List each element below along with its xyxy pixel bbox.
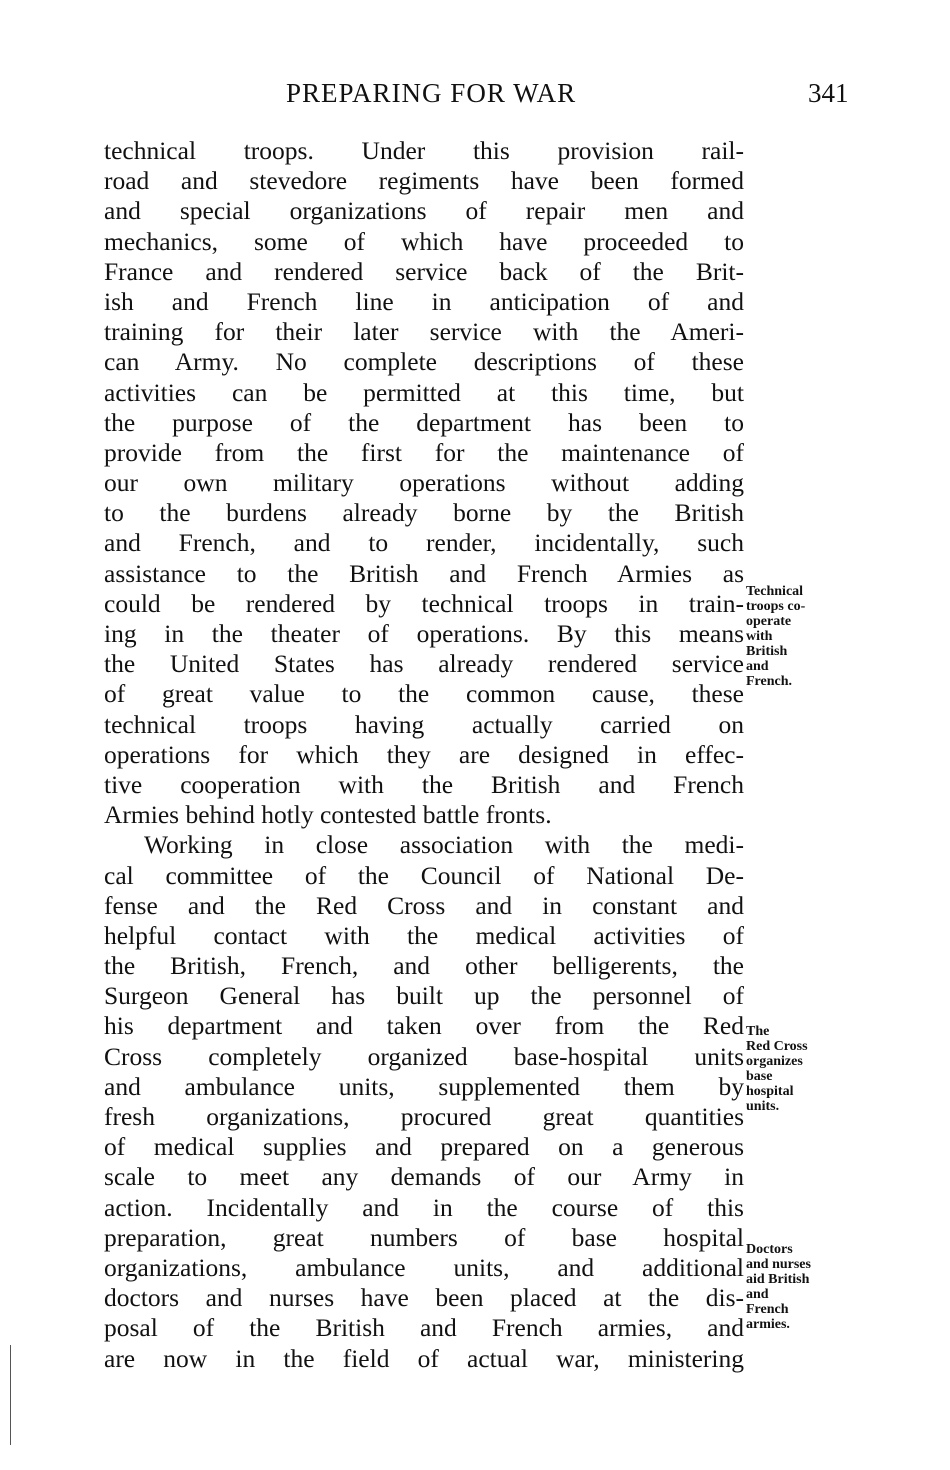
margin-note-line: troops co-: [746, 599, 806, 614]
margin-note-line: French.: [746, 674, 793, 689]
margin-note-line: with: [746, 629, 773, 644]
page-number: 341: [808, 78, 849, 108]
margin-note-line: and: [746, 659, 769, 674]
text-line: France and rendered service back of the Brit-: [104, 256, 744, 286]
text-line: provide from the first for the maintenance of: [104, 437, 744, 467]
text-line: and French, and to render, incidentally, such: [104, 528, 744, 558]
text-line: and special organizations of repair men and: [104, 196, 744, 226]
margin-note-line: and nurses: [746, 1257, 811, 1272]
text-line: road and stevedore regiments have been formed: [104, 166, 744, 196]
margin-note-line: The: [746, 1024, 770, 1039]
text-line: helpful contact with the medical activities of: [104, 920, 744, 950]
text-line: technical troops. Under this provision rail-: [104, 136, 744, 165]
text-line: doctors and nurses have been placed at the dis-: [104, 1283, 744, 1313]
text-line: Surgeon General has built up the personnel of: [104, 981, 744, 1011]
text-line: his department and taken over from the Red: [104, 1011, 744, 1041]
margin-note-line: organizes: [746, 1054, 803, 1069]
text-line: operations for which they are designed in effec-: [104, 739, 744, 769]
text-line: Cross completely organized base-hospital units: [104, 1041, 744, 1071]
text-line: the purpose of the department has been to: [104, 407, 744, 437]
running-title: PREPARING FOR WAR: [286, 78, 577, 108]
text-line: and ambulance units, supplemented them by: [104, 1071, 744, 1101]
text-line: preparation, great numbers of base hospital: [104, 1222, 744, 1252]
margin-note-line: and: [746, 1287, 769, 1302]
text-line: ing in the theater of operations. By this means: [104, 619, 744, 648]
paragraph-start-line: Working in close association with the medi-: [144, 830, 744, 860]
text-line: technical troops having actually carried on: [104, 709, 744, 739]
text-line: assistance to the British and French Armies as: [104, 558, 744, 588]
margin-note-line: Doctors: [746, 1242, 793, 1257]
text-line: training for their later service with the Ameri-: [104, 317, 744, 347]
text-line: can Army. No complete descriptions of these: [104, 347, 744, 377]
text-line: Armies behind hotly contested battle fronts.: [104, 800, 552, 830]
margin-note-line: British: [746, 644, 788, 659]
text-line: tive cooperation with the British and French: [104, 769, 744, 799]
text-line: our own military operations without adding: [104, 468, 744, 498]
text-line: could be rendered by technical troops in train-: [104, 588, 744, 618]
text-line: organizations, ambulance units, and additional: [104, 1252, 744, 1282]
margin-note-line: units.: [746, 1099, 780, 1114]
text-line: fresh organizations, procured great quantities: [104, 1102, 744, 1131]
margin-note-line: operate: [746, 614, 792, 629]
text-line: action. Incidentally and in the course of this: [104, 1192, 744, 1222]
scan-edge-line: [10, 1345, 11, 1445]
text-line: of great value to the common cause, these: [104, 679, 744, 709]
text-line: posal of the British and French armies, and: [104, 1313, 744, 1343]
margin-note-line: base: [746, 1069, 773, 1084]
text-line: are now in the field of actual war, ministering: [104, 1343, 744, 1373]
margin-note-line: aid British: [746, 1272, 810, 1287]
text-line: of medical supplies and prepared on a generous: [104, 1132, 744, 1162]
text-line: the British, French, and other belligerents, the: [104, 951, 744, 981]
margin-note-technical-troops: [746, 584, 866, 689]
margin-note-red-cross: [746, 1024, 866, 1114]
text-line: mechanics, some of which have proceeded to: [104, 226, 744, 256]
margin-note-line: Technical: [746, 584, 804, 599]
margin-note-line: armies.: [746, 1317, 790, 1332]
margin-note-line: French: [746, 1302, 789, 1317]
text-line: to the burdens already borne by the British: [104, 498, 744, 528]
text-line: cal committee of the Council of National De-: [104, 860, 744, 890]
margin-note-doctors-nurses: [746, 1242, 866, 1332]
text-line: ish and French line in anticipation of and: [104, 286, 744, 316]
page-header: [0, 78, 950, 118]
text-line: activities can be permitted at this time, but: [104, 377, 744, 407]
body-text: [104, 136, 744, 1374]
text-line: scale to meet any demands of our Army in: [104, 1162, 744, 1192]
text-line: the United States has already rendered service: [104, 649, 744, 679]
margin-note-line: Red Cross: [746, 1039, 808, 1054]
margin-note-line: hospital: [746, 1084, 794, 1099]
text-line: fense and the Red Cross and in constant and: [104, 890, 744, 920]
